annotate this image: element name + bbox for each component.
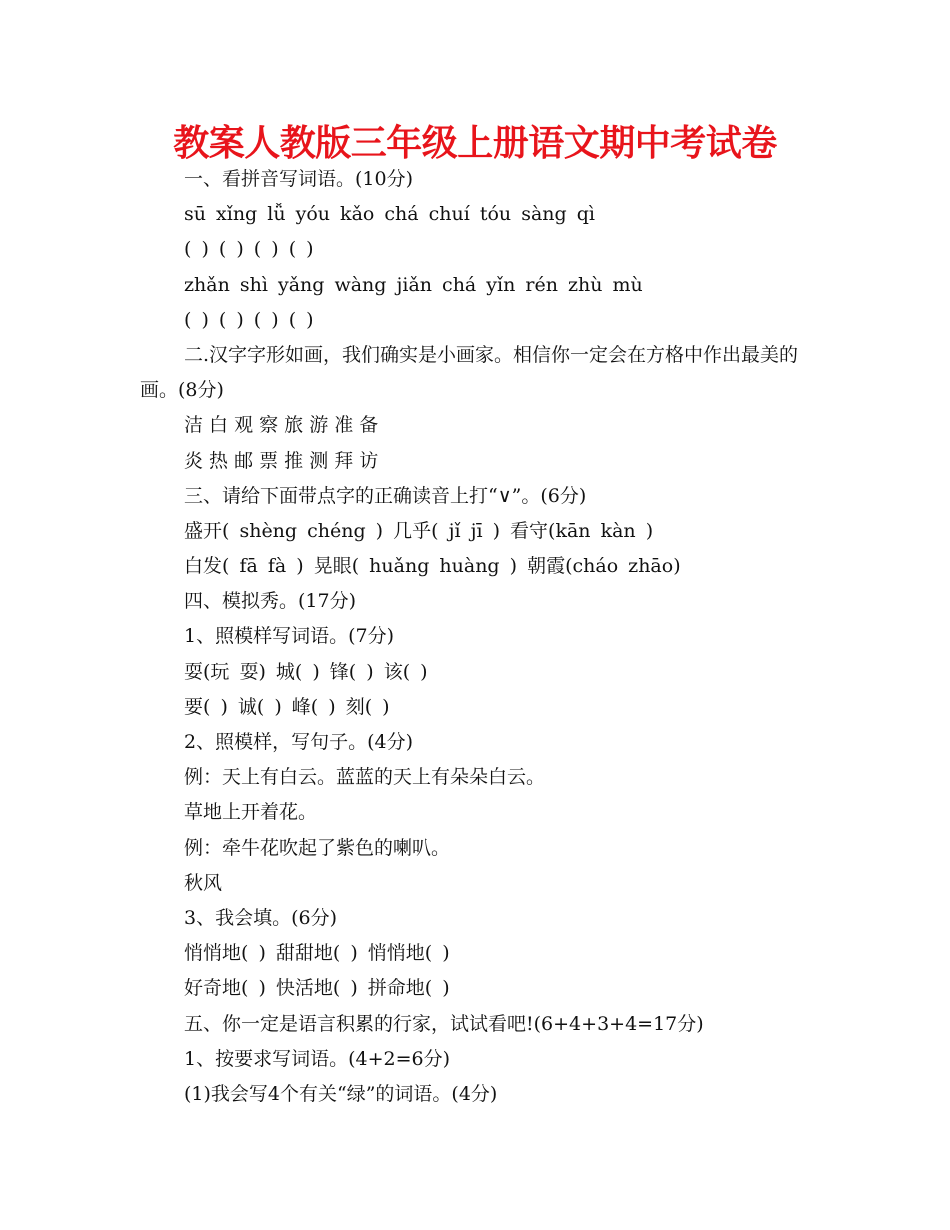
word-row-2: 要( ) 诚( ) 峰( ) 刻( )	[184, 695, 390, 718]
question-4-1: 1、照模样写词语。(7分)	[184, 625, 395, 648]
question-4-2: 2、照模样，写句子。(4分)	[184, 731, 414, 754]
question-4-3: 3、我会填。(6分)	[184, 906, 338, 929]
fill-row-2: 好奇地( ) 快活地( ) 拼命地( )	[184, 977, 450, 1000]
section-4-heading: 四、模拟秀。(17分)	[184, 590, 357, 613]
prompt-sentence-2: 秋风	[184, 871, 223, 894]
example-sentence-1: 例：天上有白云。蓝蓝的天上有朵朵白云。	[184, 766, 546, 789]
section-3-heading: 三、请给下面带点字的正确读音上打“∨”。(6分)	[184, 484, 587, 507]
section-5-heading: 五、你一定是语言积累的行家，试试看吧!(6+4+3+4=17分)	[184, 1012, 704, 1035]
word-row-1: 耍(玩 耍) 城( ) 锋( ) 该( )	[184, 660, 428, 683]
fill-row-1: 悄悄地( ) 甜甜地( ) 悄悄地( )	[184, 942, 450, 965]
answer-blanks-row-1: ( ) ( ) ( ) ( )	[184, 238, 314, 261]
question-5-1-1: (1)我会写4个有关“绿”的词语。(4分)	[184, 1082, 498, 1105]
section-2-heading: 二.汉字字形如画，我们确实是小画家。相信你一定会在方格中作出最美的画。(8分)	[140, 343, 799, 402]
reading-choice-row-1: 盛开( shèng chéng ) 几乎( jǐ jī ) 看守(kān kàn )	[184, 519, 654, 542]
section-1-heading: 一、看拼音写词语。(10分)	[184, 168, 414, 190]
prompt-sentence-1: 草地上开着花。	[184, 801, 318, 824]
page-title: 教案人教版三年级上册语文期中考试卷	[173, 123, 777, 164]
answer-blanks-row-2: ( ) ( ) ( ) ( )	[184, 308, 314, 331]
exam-body	[140, 162, 820, 1112]
example-sentence-2: 例：牵牛花吹起了紫色的喇叭。	[184, 836, 451, 859]
question-5-1: 1、按要求写词语。(4+2=6分)	[184, 1047, 451, 1070]
pinyin-row-2: zhǎn shì yǎng wàng jiǎn chá yǐn rén zhù mù	[184, 273, 643, 296]
character-row-1: 洁 白 观 察 旅 游 准 备	[184, 414, 379, 437]
reading-choice-row-2: 白发( fā fà ) 晃眼( huǎng huàng ) 朝霞(cháo zhāo)	[184, 555, 681, 578]
character-row-2: 炎 热 邮 票 推 测 拜 访	[184, 449, 379, 472]
pinyin-row-1: sū xǐng lǚ yóu kǎo chá chuí tóu sàng qì	[184, 203, 595, 226]
